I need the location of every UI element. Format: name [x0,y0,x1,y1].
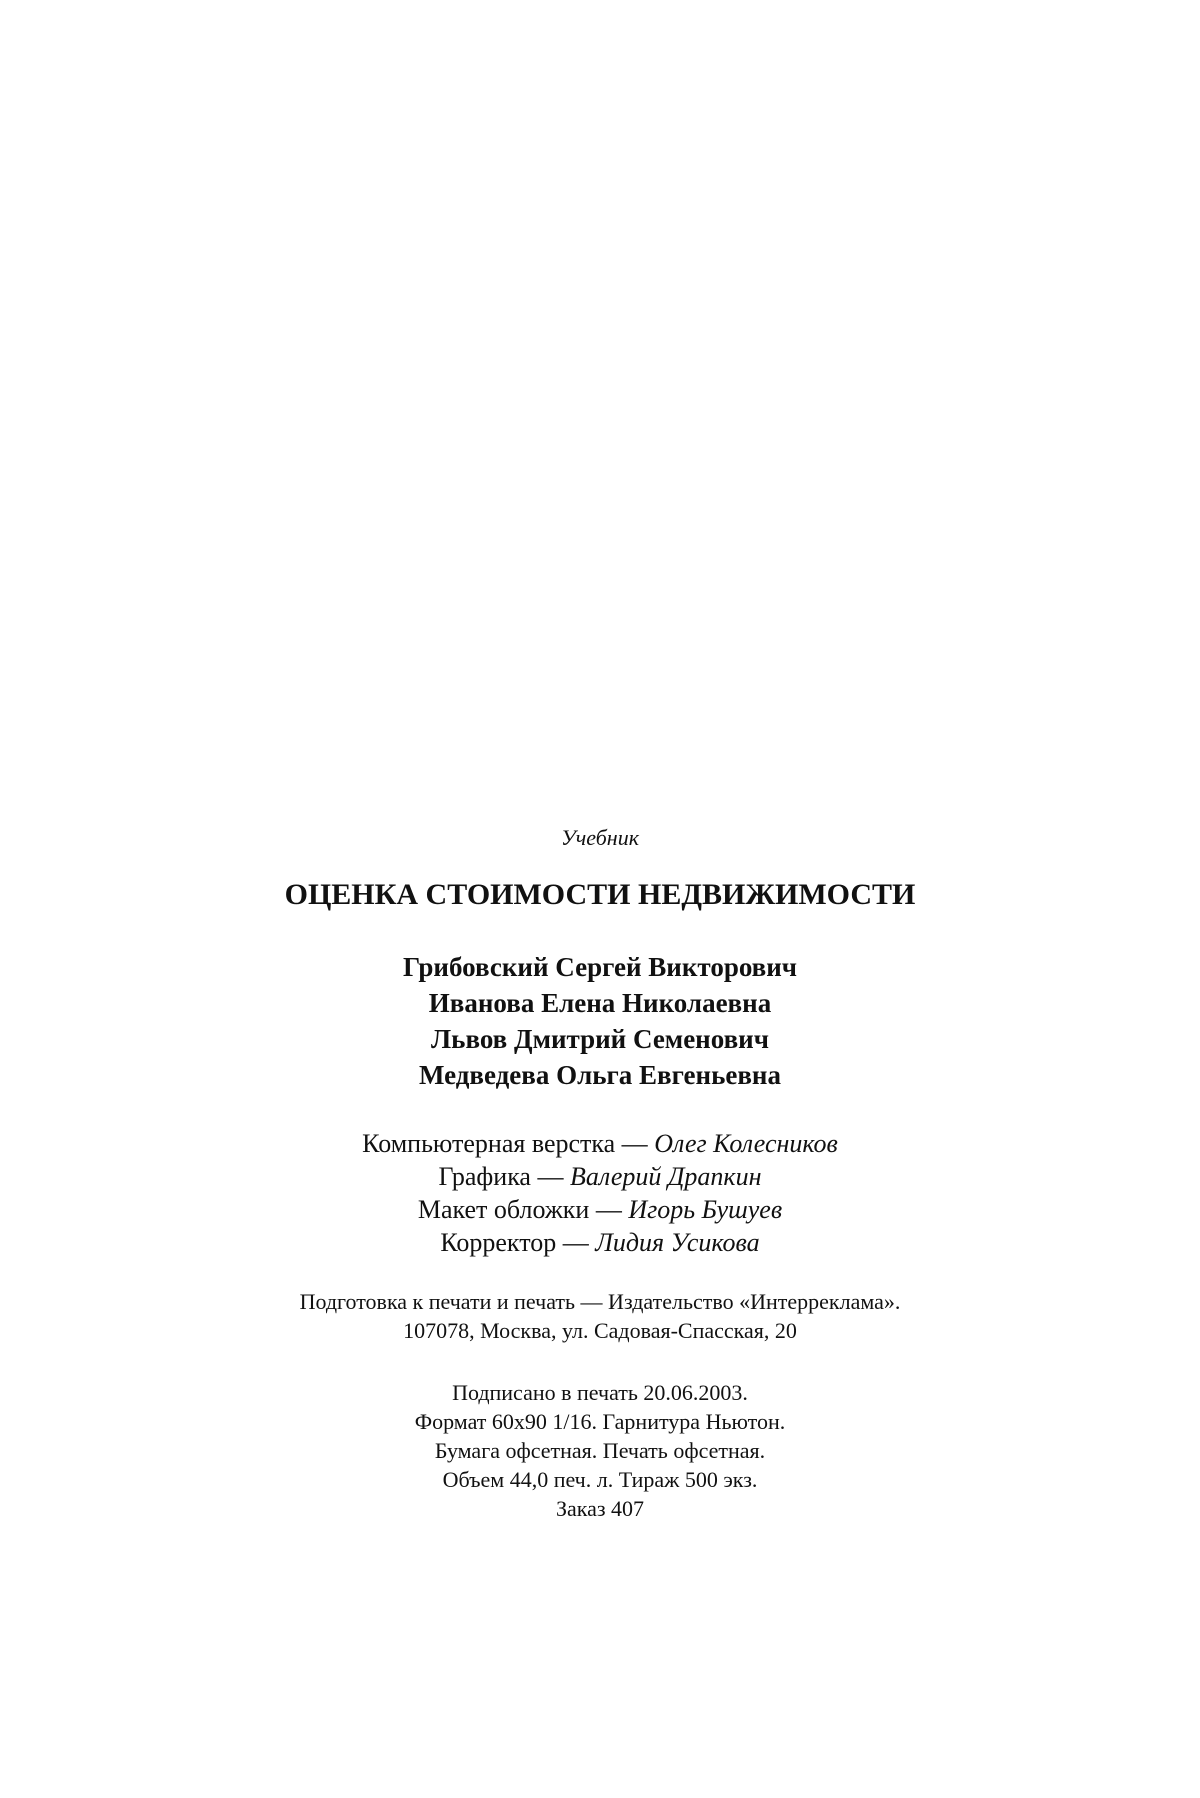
credit-role: Графика — [438,1162,570,1191]
credit-role: Корректор — [440,1228,596,1257]
book-title: ОЦЕНКА СТОИМОСТИ НЕДВИЖИМОСТИ [284,878,916,911]
credit-role: Компьютерная верстка — [362,1129,655,1158]
print-format: Формат 60х90 1/16. Гарнитура Ньютон. [414,1409,786,1434]
credits-list [0,1127,1200,1259]
credit-line-graphics [0,1160,1200,1193]
author-name: Львов Дмитрий Семенович [431,1024,769,1054]
imprint-block [0,823,1200,1523]
genre-label: Учебник [560,825,640,850]
author-name: Иванова Елена Николаевна [428,988,772,1018]
credit-name: Олег Колесников [654,1129,838,1158]
print-signed-date: Подписано в печать 20.06.2003. [452,1380,748,1405]
author-name: Грибовский Сергей Викторович [402,952,798,982]
credit-line-layout [0,1127,1200,1160]
publisher-info [0,1287,1200,1345]
authors-list [0,949,1200,1093]
credit-name: Лидия Усикова [595,1228,760,1257]
print-volume: Объем 44,0 печ. л. Тираж 500 экз. [442,1467,758,1492]
credit-name: Валерий Драпкин [569,1162,762,1191]
credit-line-proofreader [0,1226,1200,1259]
credit-role: Макет обложки — [417,1195,629,1224]
publisher-address: 107078, Москва, ул. Садовая-Спасская, 20 [403,1318,797,1343]
credit-line-cover [0,1193,1200,1226]
credit-name: Игорь Бушуев [628,1195,783,1224]
print-paper: Бумага офсетная. Печать офсетная. [434,1438,766,1463]
print-order: Заказ 407 [555,1496,645,1521]
publisher-line: Подготовка к печати и печать — Издательство «Интерреклама». [299,1289,901,1314]
print-details [0,1378,1200,1523]
author-name: Медведева Ольга Евгеньевна [419,1060,781,1090]
